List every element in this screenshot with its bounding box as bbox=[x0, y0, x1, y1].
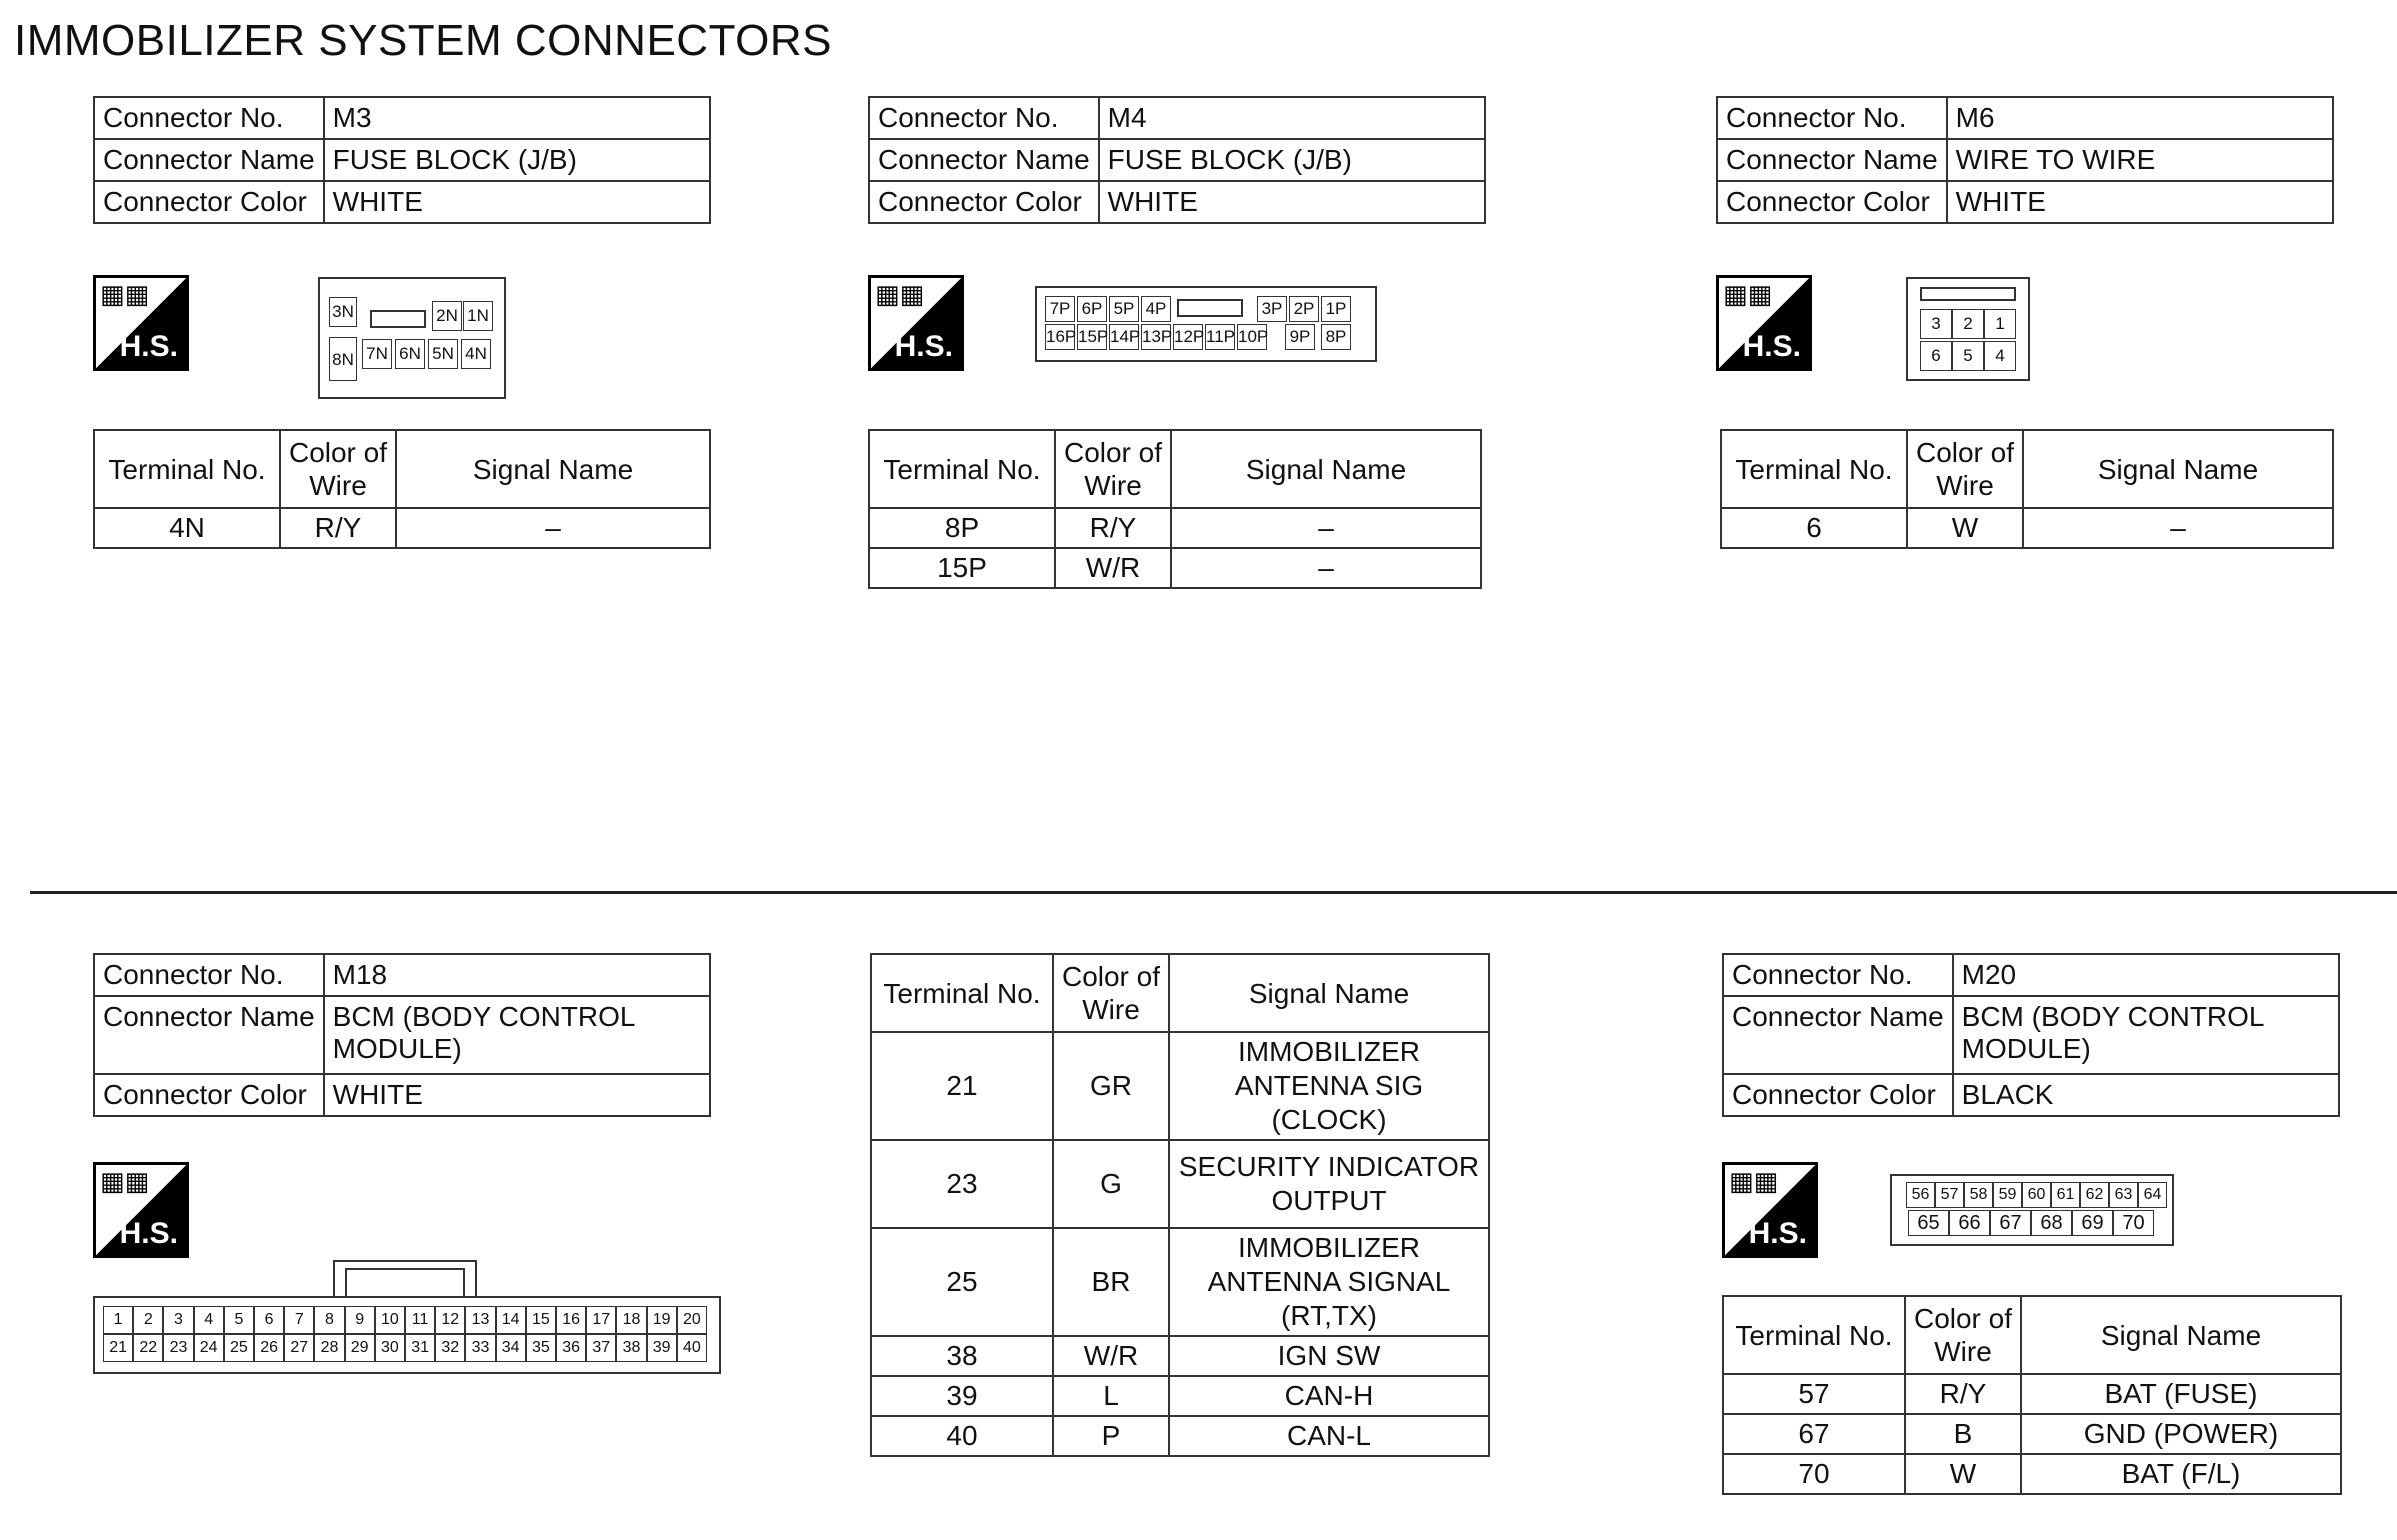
hs-connector-icon bbox=[1716, 275, 1812, 371]
connector-color-label: Connector Color bbox=[94, 1074, 324, 1116]
wire-color: W/R bbox=[1053, 1336, 1169, 1376]
pin-m20-62: 62 bbox=[2080, 1182, 2109, 1208]
pin-m18-12: 12 bbox=[435, 1306, 465, 1334]
table-row bbox=[94, 508, 710, 548]
connector-face-icon: ▦▦ bbox=[100, 1166, 150, 1196]
wire-color: R/Y bbox=[1055, 508, 1171, 548]
connector-face-icon: ▦▦ bbox=[1729, 1166, 1779, 1196]
hs-label: H.S. bbox=[119, 1217, 178, 1250]
signal-name: – bbox=[396, 508, 710, 548]
connector-color-value: WHITE bbox=[1947, 181, 2333, 223]
connector-latch bbox=[1177, 299, 1243, 317]
signal-name: CAN-L bbox=[1169, 1416, 1489, 1456]
signal-name: – bbox=[2023, 508, 2333, 548]
terminal-no-header: Terminal No. bbox=[1721, 430, 1907, 508]
pin-m4-15p: 15P bbox=[1077, 324, 1107, 350]
pin-m20-60: 60 bbox=[2022, 1182, 2051, 1208]
terminal-no: 4N bbox=[94, 508, 280, 548]
terminal-table-m20 bbox=[1722, 1295, 2342, 1495]
pin-m18-26: 26 bbox=[254, 1334, 284, 1362]
connector-face-m20 bbox=[1890, 1174, 2174, 1246]
pin-m18-3: 3 bbox=[163, 1306, 193, 1334]
connector-name-label: Connector Name bbox=[1717, 139, 1947, 181]
wire-color-header: Color of Wire bbox=[1905, 1296, 2021, 1374]
wire-color: L bbox=[1053, 1376, 1169, 1416]
pin-m6-4: 4 bbox=[1984, 341, 2016, 371]
pin-m18-31: 31 bbox=[405, 1334, 435, 1362]
table-row bbox=[871, 1336, 1489, 1376]
connector-color-value: WHITE bbox=[324, 181, 710, 223]
pin-m18-39: 39 bbox=[647, 1334, 677, 1362]
pin-m20-57: 57 bbox=[1935, 1182, 1964, 1208]
connector-name-label: Connector Name bbox=[94, 996, 324, 1074]
connector-color-value: WHITE bbox=[324, 1074, 710, 1116]
terminal-no: 6 bbox=[1721, 508, 1907, 548]
hs-connector-icon bbox=[868, 275, 964, 371]
signal-name: – bbox=[1171, 548, 1481, 588]
connector-no-label: Connector No. bbox=[869, 97, 1099, 139]
pin-m18-25: 25 bbox=[224, 1334, 254, 1362]
pin-m6-6: 6 bbox=[1920, 341, 1952, 371]
hs-label: H.S. bbox=[1742, 330, 1801, 363]
connector-name-label: Connector Name bbox=[1723, 996, 1953, 1074]
terminal-table-m3 bbox=[93, 429, 711, 549]
terminal-no: 15P bbox=[869, 548, 1055, 588]
pin-m4-7p: 7P bbox=[1045, 296, 1075, 322]
pin-m18-40: 40 bbox=[677, 1334, 707, 1362]
pin-m20-61: 61 bbox=[2051, 1182, 2080, 1208]
pin-m18-11: 11 bbox=[405, 1306, 435, 1334]
table-row bbox=[871, 1140, 1489, 1228]
wire-color: W bbox=[1905, 1454, 2021, 1494]
pin-m4-16p: 16P bbox=[1045, 324, 1075, 350]
pin-m18-10: 10 bbox=[375, 1306, 405, 1334]
connector-info-m3 bbox=[93, 96, 711, 224]
table-row bbox=[869, 548, 1481, 588]
table-row bbox=[871, 1376, 1489, 1416]
pin-m3-5n: 5N bbox=[428, 339, 458, 369]
pin-m4-2p: 2P bbox=[1289, 296, 1319, 322]
pin-m4-4p: 4P bbox=[1141, 296, 1171, 322]
pin-m20-69: 69 bbox=[2072, 1210, 2113, 1236]
pin-m18-9: 9 bbox=[345, 1306, 375, 1334]
connector-name-label: Connector Name bbox=[94, 139, 324, 181]
connector-no-label: Connector No. bbox=[94, 954, 324, 996]
pin-m18-15: 15 bbox=[526, 1306, 556, 1334]
pin-m6-3: 3 bbox=[1920, 309, 1952, 339]
connector-no-label: Connector No. bbox=[1717, 97, 1947, 139]
table-row bbox=[1721, 508, 2333, 548]
pin-m18-2: 2 bbox=[133, 1306, 163, 1334]
connector-latch bbox=[1920, 287, 2016, 301]
pin-m6-1: 1 bbox=[1984, 309, 2016, 339]
connector-name-value: FUSE BLOCK (J/B) bbox=[324, 139, 710, 181]
section-divider bbox=[30, 891, 2397, 894]
signal-name: IMMOBILIZER ANTENNA SIGNAL (RT,TX) bbox=[1169, 1228, 1489, 1336]
pin-m4-1p: 1P bbox=[1321, 296, 1351, 322]
pin-m18-37: 37 bbox=[586, 1334, 616, 1362]
pin-m18-29: 29 bbox=[345, 1334, 375, 1362]
pin-m20-67: 67 bbox=[1990, 1210, 2031, 1236]
pin-m18-21: 21 bbox=[103, 1334, 133, 1362]
pin-m3-8n: 8N bbox=[329, 337, 357, 381]
connector-face-m6 bbox=[1906, 277, 2030, 381]
connector-name-label: Connector Name bbox=[869, 139, 1099, 181]
pin-m18-23: 23 bbox=[163, 1334, 193, 1362]
pin-m4-14p: 14P bbox=[1109, 324, 1139, 350]
signal-name: CAN-H bbox=[1169, 1376, 1489, 1416]
pin-m18-27: 27 bbox=[284, 1334, 314, 1362]
pin-m20-63: 63 bbox=[2109, 1182, 2138, 1208]
terminal-no: 21 bbox=[871, 1032, 1053, 1140]
table-row bbox=[1723, 1454, 2341, 1494]
terminal-no: 67 bbox=[1723, 1414, 1905, 1454]
table-row bbox=[1723, 1374, 2341, 1414]
connector-no-value: M20 bbox=[1953, 954, 2339, 996]
signal-name-header: Signal Name bbox=[1171, 430, 1481, 508]
connector-latch bbox=[370, 310, 426, 328]
pin-m18-30: 30 bbox=[375, 1334, 405, 1362]
pin-m4-5p: 5P bbox=[1109, 296, 1139, 322]
connector-no-label: Connector No. bbox=[1723, 954, 1953, 996]
table-row bbox=[871, 1416, 1489, 1456]
connector-no-value: M4 bbox=[1099, 97, 1485, 139]
signal-name: BAT (F/L) bbox=[2021, 1454, 2341, 1494]
connector-color-label: Connector Color bbox=[1717, 181, 1947, 223]
connector-no-label: Connector No. bbox=[94, 97, 324, 139]
pin-m6-5: 5 bbox=[1952, 341, 1984, 371]
pin-m20-56: 56 bbox=[1906, 1182, 1935, 1208]
pin-m18-35: 35 bbox=[526, 1334, 556, 1362]
wire-color: P bbox=[1053, 1416, 1169, 1456]
pin-m18-6: 6 bbox=[254, 1306, 284, 1334]
pin-m18-17: 17 bbox=[586, 1306, 616, 1334]
pin-m4-8p: 8P bbox=[1321, 324, 1351, 350]
table-row bbox=[871, 1228, 1489, 1336]
signal-name: IGN SW bbox=[1169, 1336, 1489, 1376]
terminal-no-header: Terminal No. bbox=[94, 430, 280, 508]
wire-color: GR bbox=[1053, 1032, 1169, 1140]
pin-m20-59: 59 bbox=[1993, 1182, 2022, 1208]
pin-m18-8: 8 bbox=[314, 1306, 344, 1334]
pin-m18-36: 36 bbox=[556, 1334, 586, 1362]
connector-color-value: BLACK bbox=[1953, 1074, 2339, 1116]
connector-face-m4 bbox=[1035, 286, 1377, 362]
terminal-no: 23 bbox=[871, 1140, 1053, 1228]
table-row bbox=[1723, 1414, 2341, 1454]
pin-m20-58: 58 bbox=[1964, 1182, 1993, 1208]
terminal-no: 39 bbox=[871, 1376, 1053, 1416]
pin-m18-28: 28 bbox=[314, 1334, 344, 1362]
pin-m3-1n: 1N bbox=[463, 301, 493, 331]
connector-color-value: WHITE bbox=[1099, 181, 1485, 223]
pin-m18-33: 33 bbox=[465, 1334, 495, 1362]
connector-name-value: BCM (BODY CONTROL MODULE) bbox=[1953, 996, 2339, 1074]
pin-m6-2: 2 bbox=[1952, 309, 1984, 339]
pin-m4-6p: 6P bbox=[1077, 296, 1107, 322]
pin-m18-32: 32 bbox=[435, 1334, 465, 1362]
wire-color: W bbox=[1907, 508, 2023, 548]
terminal-no: 8P bbox=[869, 508, 1055, 548]
pin-m4-3p: 3P bbox=[1257, 296, 1287, 322]
terminal-table-m4 bbox=[868, 429, 1482, 589]
terminal-no-header: Terminal No. bbox=[871, 954, 1053, 1032]
signal-name: BAT (FUSE) bbox=[2021, 1374, 2341, 1414]
pin-m18-1: 1 bbox=[103, 1306, 133, 1334]
signal-name-header: Signal Name bbox=[2023, 430, 2333, 508]
pin-m4-10p: 10P bbox=[1237, 324, 1267, 350]
wire-color-header: Color of Wire bbox=[1907, 430, 2023, 508]
terminal-no: 57 bbox=[1723, 1374, 1905, 1414]
pin-m18-38: 38 bbox=[616, 1334, 646, 1362]
pin-m18-22: 22 bbox=[133, 1334, 163, 1362]
pin-m20-65: 65 bbox=[1908, 1210, 1949, 1236]
terminal-table-m6 bbox=[1720, 429, 2334, 549]
hs-connector-icon bbox=[93, 1162, 189, 1258]
pin-m18-16: 16 bbox=[556, 1306, 586, 1334]
pin-m3-6n: 6N bbox=[395, 339, 425, 369]
pin-m4-13p: 13P bbox=[1141, 324, 1171, 350]
pin-m3-2n: 2N bbox=[432, 301, 462, 331]
connector-info-m6 bbox=[1716, 96, 2334, 224]
pin-m20-66: 66 bbox=[1949, 1210, 1990, 1236]
wire-color-header: Color of Wire bbox=[1053, 954, 1169, 1032]
terminal-no: 25 bbox=[871, 1228, 1053, 1336]
hs-label: H.S. bbox=[119, 330, 178, 363]
pin-m18-13: 13 bbox=[465, 1306, 495, 1334]
pin-m18-14: 14 bbox=[496, 1306, 526, 1334]
wire-color: R/Y bbox=[280, 508, 396, 548]
signal-name-header: Signal Name bbox=[2021, 1296, 2341, 1374]
hs-connector-icon bbox=[1722, 1162, 1818, 1258]
pin-m18-20: 20 bbox=[677, 1306, 707, 1334]
connector-color-label: Connector Color bbox=[94, 181, 324, 223]
pin-m20-64: 64 bbox=[2138, 1182, 2167, 1208]
signal-name: – bbox=[1171, 508, 1481, 548]
wire-color: W/R bbox=[1055, 548, 1171, 588]
connector-no-value: M3 bbox=[324, 97, 710, 139]
wire-color: B bbox=[1905, 1414, 2021, 1454]
pin-m3-3n: 3N bbox=[329, 297, 357, 327]
connector-name-value: BCM (BODY CONTROL MODULE) bbox=[324, 996, 710, 1074]
signal-name-header: Signal Name bbox=[396, 430, 710, 508]
signal-name-header: Signal Name bbox=[1169, 954, 1489, 1032]
pin-m18-7: 7 bbox=[284, 1306, 314, 1334]
page-title: IMMOBILIZER SYSTEM CONNECTORS bbox=[14, 16, 832, 65]
pin-m20-68: 68 bbox=[2031, 1210, 2072, 1236]
pin-m18-4: 4 bbox=[194, 1306, 224, 1334]
wire-color-header: Color of Wire bbox=[1055, 430, 1171, 508]
signal-name: SECURITY INDICATOR OUTPUT bbox=[1169, 1140, 1489, 1228]
wire-color: BR bbox=[1053, 1228, 1169, 1336]
connector-color-label: Connector Color bbox=[869, 181, 1099, 223]
signal-name: IMMOBILIZER ANTENNA SIG (CLOCK) bbox=[1169, 1032, 1489, 1140]
connector-latch-m18 bbox=[333, 1260, 477, 1298]
pin-m18-34: 34 bbox=[496, 1334, 526, 1362]
connector-face-icon: ▦▦ bbox=[875, 279, 925, 309]
hs-label: H.S. bbox=[894, 330, 953, 363]
connector-face-icon: ▦▦ bbox=[1723, 279, 1773, 309]
connector-info-m18 bbox=[93, 953, 711, 1117]
connector-face-m18 bbox=[93, 1296, 721, 1374]
signal-name: GND (POWER) bbox=[2021, 1414, 2341, 1454]
hs-label: H.S. bbox=[1748, 1217, 1807, 1250]
pin-m4-9p: 9P bbox=[1285, 324, 1315, 350]
pin-m18-19: 19 bbox=[647, 1306, 677, 1334]
connector-no-value: M18 bbox=[324, 954, 710, 996]
pin-m3-4n: 4N bbox=[461, 339, 491, 369]
connector-color-label: Connector Color bbox=[1723, 1074, 1953, 1116]
connector-info-m4 bbox=[868, 96, 1486, 224]
connector-name-value: WIRE TO WIRE bbox=[1947, 139, 2333, 181]
wire-color-header: Color of Wire bbox=[280, 430, 396, 508]
connector-face-icon: ▦▦ bbox=[100, 279, 150, 309]
pin-m4-12p: 12P bbox=[1173, 324, 1203, 350]
table-row bbox=[869, 508, 1481, 548]
pin-m20-70: 70 bbox=[2113, 1210, 2154, 1236]
terminal-no: 38 bbox=[871, 1336, 1053, 1376]
wire-color: R/Y bbox=[1905, 1374, 2021, 1414]
connector-face-m3 bbox=[318, 277, 506, 399]
connector-no-value: M6 bbox=[1947, 97, 2333, 139]
wire-color: G bbox=[1053, 1140, 1169, 1228]
pin-m3-7n: 7N bbox=[362, 339, 392, 369]
table-row bbox=[871, 1032, 1489, 1140]
terminal-table-m18 bbox=[870, 953, 1490, 1457]
terminal-no: 70 bbox=[1723, 1454, 1905, 1494]
connector-name-value: FUSE BLOCK (J/B) bbox=[1099, 139, 1485, 181]
connector-info-m20 bbox=[1722, 953, 2340, 1117]
pin-m18-24: 24 bbox=[194, 1334, 224, 1362]
hs-connector-icon bbox=[93, 275, 189, 371]
terminal-no: 40 bbox=[871, 1416, 1053, 1456]
pin-m18-5: 5 bbox=[224, 1306, 254, 1334]
pin-m4-11p: 11P bbox=[1205, 324, 1235, 350]
pin-m18-18: 18 bbox=[616, 1306, 646, 1334]
terminal-no-header: Terminal No. bbox=[1723, 1296, 1905, 1374]
terminal-no-header: Terminal No. bbox=[869, 430, 1055, 508]
